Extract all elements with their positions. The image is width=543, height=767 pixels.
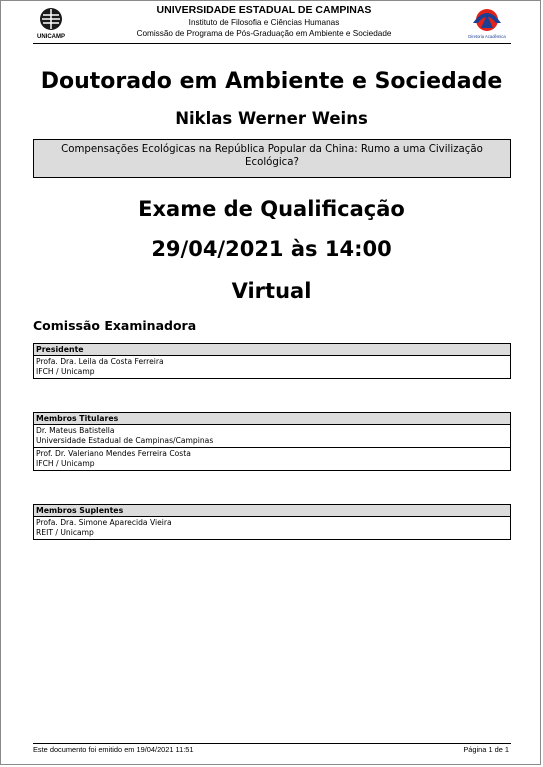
titulares-header: Membros Titulares <box>34 413 510 425</box>
member-row <box>34 517 510 539</box>
member-affiliation: REIT / Unicamp <box>36 527 94 537</box>
footer-divider <box>33 743 511 744</box>
member-affiliation: Universidade Estadual de Campinas/Campinas <box>36 435 214 445</box>
svg-text:Diretoria Acadêmica: Diretoria Acadêmica <box>468 34 506 39</box>
header-divider <box>33 43 511 44</box>
commission-name: Comissão de Programa de Pós-Graduação em Ambiente e Sociedade <box>136 29 392 38</box>
university-name: UNIVERSIDADE ESTADUAL DE CAMPINAS <box>156 4 372 16</box>
member-affiliation: IFCH / Unicamp <box>36 458 95 468</box>
president-header: Presidente <box>34 344 510 356</box>
suplentes-table <box>33 504 511 540</box>
student-name: Niklas Werner Weins <box>175 109 368 128</box>
issued-timestamp: Este documento foi emitido em 19/04/2021 11:51 <box>33 745 194 754</box>
member-name: Prof. Dr. Valeriano Mendes Ferreira Costa <box>36 449 191 459</box>
institute-name: Instituto de Filosofia e Ciências Humanas <box>188 17 340 27</box>
exam-type: Exame de Qualificação <box>138 197 405 221</box>
thesis-title: Compensações Ecológicas na República Popular da China: Rumo a uma Civilização Ecológica? <box>61 144 483 168</box>
member-name: Profa. Dra. Simone Aparecida Vieira <box>36 518 172 527</box>
page-number: Página 1 de 1 <box>463 745 509 754</box>
exam-datetime: 29/04/2021 às 14:00 <box>151 237 392 261</box>
member-name: Profa. Dra. Leila da Costa Ferreira <box>36 357 164 366</box>
member-row <box>34 356 510 378</box>
program-title: Doutorado em Ambiente e Sociedade <box>40 69 503 94</box>
institution-header <box>71 5 457 40</box>
committee-heading: Comissão Examinadora <box>33 318 197 333</box>
president-table <box>33 343 511 379</box>
suplentes-header: Membros Suplentes <box>34 505 510 517</box>
svg-text:UNICAMP: UNICAMP <box>37 34 65 40</box>
member-name: Dr. Mateus Batistella <box>36 426 115 435</box>
titulares-table <box>33 412 511 471</box>
member-affiliation: IFCH / Unicamp <box>36 366 95 376</box>
dac-logo <box>463 7 511 41</box>
member-row <box>34 425 510 447</box>
member-row <box>34 447 510 470</box>
exam-location: Virtual <box>231 279 312 303</box>
unicamp-logo <box>34 6 68 40</box>
thesis-title-box <box>33 139 511 178</box>
